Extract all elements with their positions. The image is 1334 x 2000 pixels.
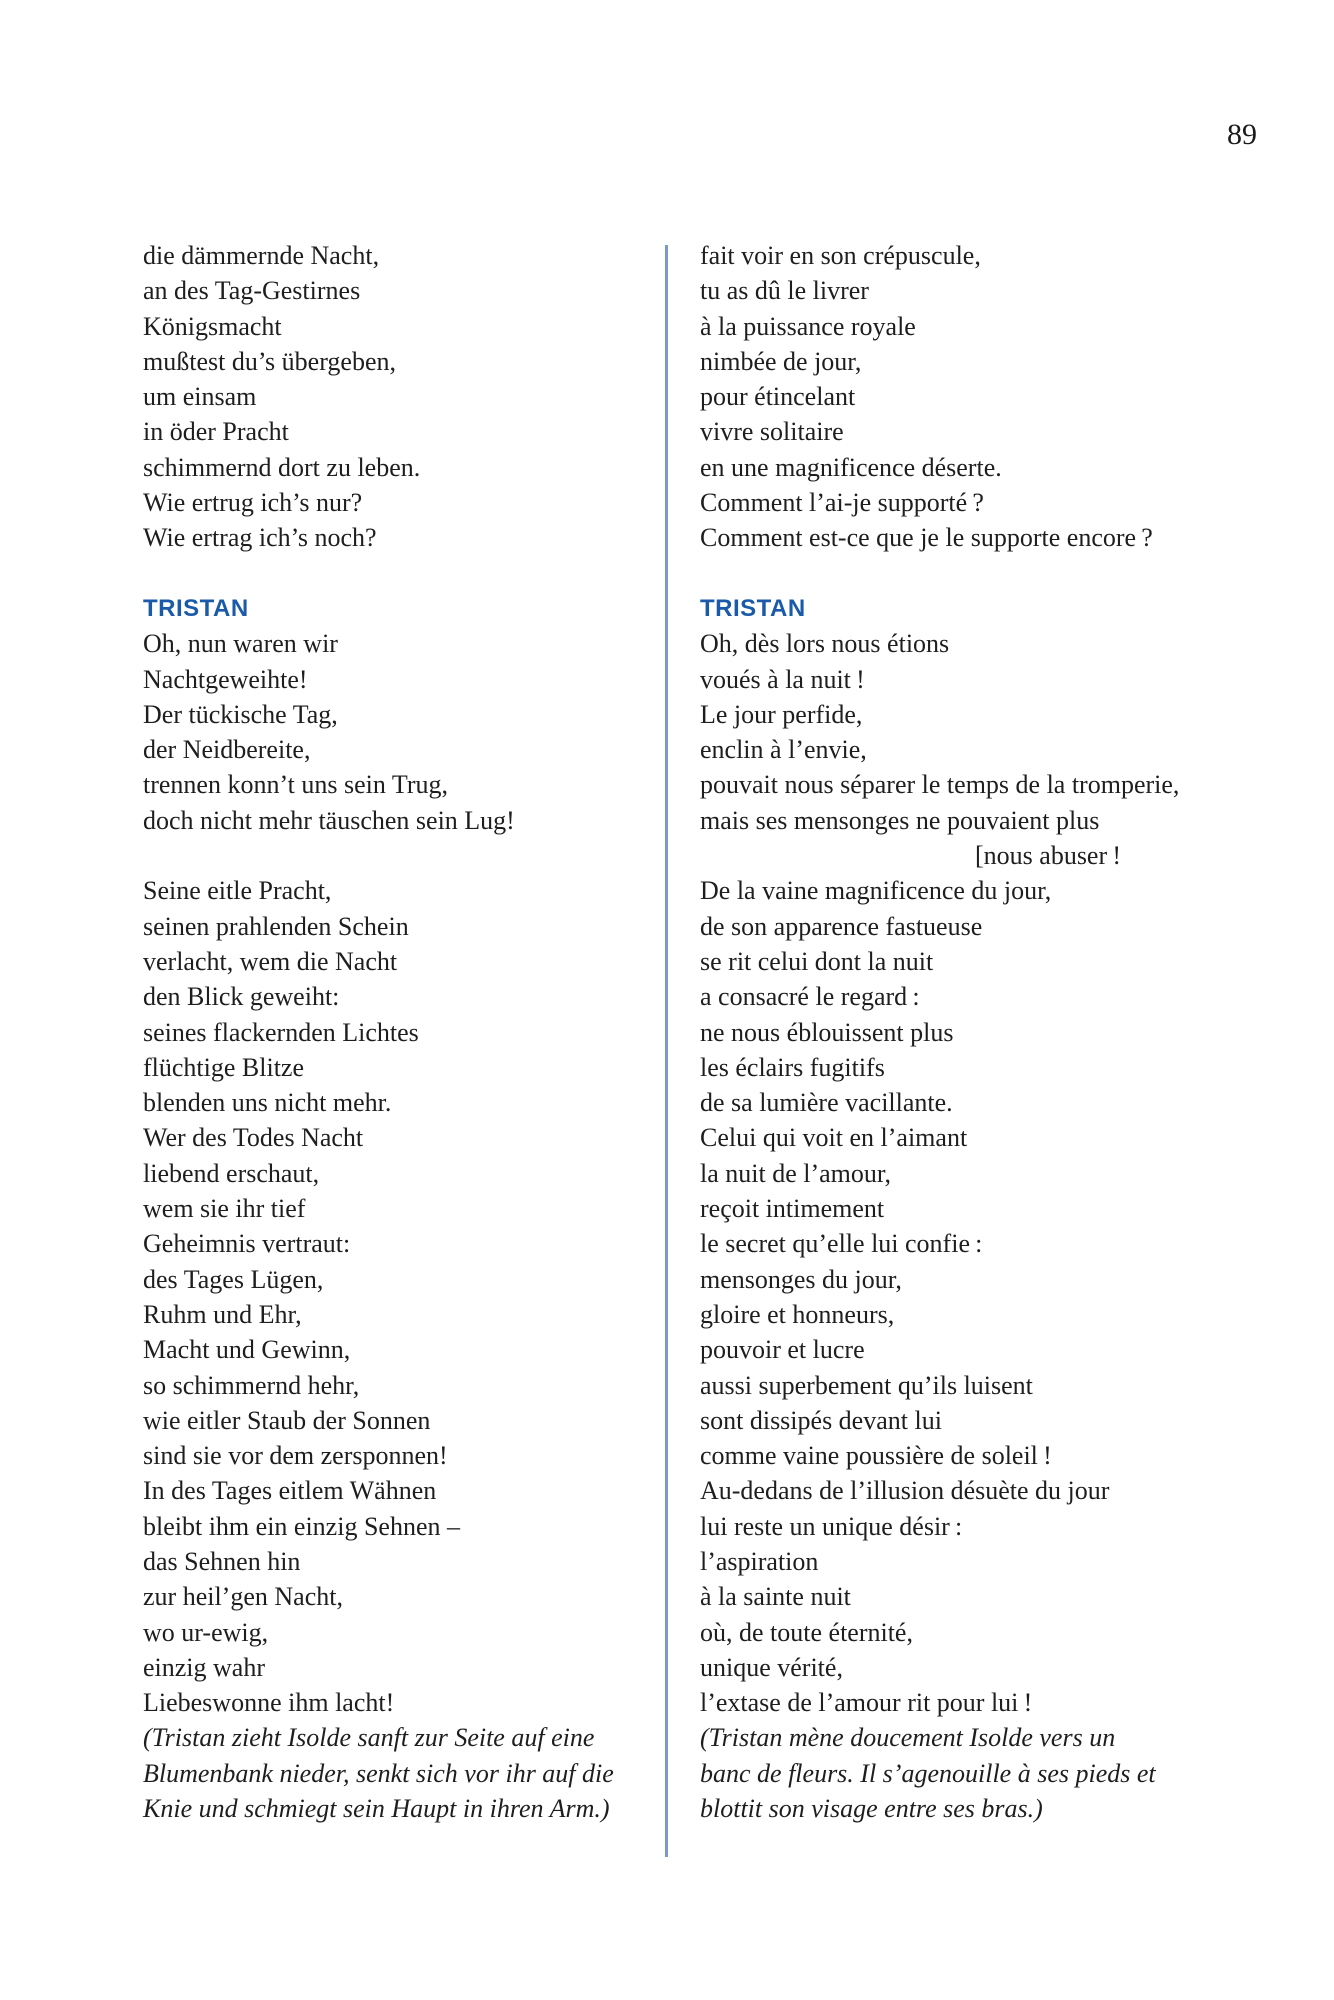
- libretto-line: la nuit de l’amour,: [700, 1158, 892, 1188]
- libretto-line: Wie ertrag ich’s noch?: [143, 523, 377, 553]
- libretto-line: doch nicht mehr täuschen sein Lug!: [143, 805, 515, 835]
- libretto-line: mensonges du jour,: [700, 1264, 902, 1294]
- libretto-line: le secret qu’elle lui confie :: [700, 1229, 983, 1259]
- libretto-line: Comment l’ai-je supporté ?: [700, 488, 984, 518]
- libretto-line: Au-dedans de l’illusion désuète du jour: [700, 1476, 1110, 1506]
- libretto-line: trennen konn’t uns sein Trug,: [143, 770, 449, 800]
- libretto-line: aussi superbement qu’ils luisent: [700, 1370, 1033, 1400]
- libretto-line: die dämmernde Nacht,: [143, 241, 380, 270]
- libretto-line: des Tages Lügen,: [143, 1264, 324, 1294]
- libretto-line: an des Tag-Gestirnes: [143, 276, 361, 306]
- blank-line: [700, 556, 1300, 591]
- libretto-line: à la sainte nuit: [700, 1582, 851, 1612]
- libretto-line: so schimmernd hehr,: [143, 1370, 360, 1400]
- column-divider: [665, 245, 668, 1857]
- libretto-line: Nachtgeweihte!: [143, 664, 308, 694]
- libretto-line: pouvait nous séparer le temps de la tromperie,: [700, 770, 1180, 800]
- libretto-line: lui reste un unique désir :: [700, 1511, 963, 1541]
- libretto-line: der Neidbereite,: [143, 735, 311, 765]
- libretto-line: se rit celui dont la nuit: [700, 946, 934, 976]
- libretto-line: pouvoir et lucre: [700, 1335, 865, 1365]
- libretto-line: bleibt ihm ein einzig Sehnen –: [143, 1511, 460, 1541]
- libretto-line: unique vérité,: [700, 1652, 843, 1682]
- stage-direction-line: blottit son visage entre ses bras.): [700, 1794, 1043, 1824]
- libretto-line: Oh, dès lors nous étions: [700, 629, 950, 659]
- stage-direction-line: Blumenbank nieder, senkt sich vor ihr auf die: [143, 1758, 614, 1788]
- libretto-line: das Sehnen hin: [143, 1546, 301, 1576]
- libretto-line: mußtest du’s übergeben,: [143, 346, 396, 376]
- libretto-line: de sa lumière vacillante.: [700, 1088, 953, 1118]
- libretto-line: Wie ertrug ich’s nur?: [143, 488, 363, 518]
- libretto-line: sont dissipés devant lui: [700, 1405, 942, 1435]
- libretto-line: Macht und Gewinn,: [143, 1335, 351, 1365]
- libretto-line: liebend erschaut,: [143, 1158, 320, 1188]
- stage-direction-line: (Tristan mène doucement Isolde vers un: [700, 1723, 1116, 1753]
- libretto-line: blenden uns nicht mehr.: [143, 1088, 392, 1118]
- libretto-line: Der tückische Tag,: [143, 699, 338, 729]
- libretto-line: de son apparence fastueuse: [700, 911, 983, 941]
- libretto-line: Geheimnis vertraut:: [143, 1229, 351, 1259]
- libretto-line: De la vaine magnificence du jour,: [700, 876, 1052, 906]
- libretto-line: Wer des Todes Nacht: [143, 1123, 364, 1153]
- libretto-line: Oh, nun waren wir: [143, 629, 338, 659]
- libretto-line: vivre solitaire: [700, 417, 844, 447]
- libretto-line: enclin à l’envie,: [700, 735, 867, 765]
- libretto-line: Comment est-ce que je le supporte encore ?: [700, 523, 1153, 553]
- libretto-line: l’extase de l’amour rit pour lui !: [700, 1688, 1033, 1718]
- libretto-line: où, de toute éternité,: [700, 1617, 913, 1647]
- libretto-line: nimbée de jour,: [700, 346, 862, 376]
- libretto-line: en une magnificence déserte.: [700, 452, 1002, 482]
- libretto-line: zur heil’gen Nacht,: [143, 1582, 343, 1612]
- libretto-line: schimmernd dort zu leben.: [143, 452, 421, 482]
- stage-direction-line: (Tristan zieht Isolde sanft zur Seite auf eine: [143, 1723, 595, 1753]
- libretto-line: In des Tages eitlem Wähnen: [143, 1476, 437, 1506]
- libretto-line: um einsam: [143, 382, 257, 412]
- stage-direction-line: Knie und schmiegt sein Haupt in ihren Arm.): [143, 1794, 610, 1824]
- libretto-line: les éclairs fugitifs: [700, 1052, 885, 1082]
- libretto-line: Le jour perfide,: [700, 699, 863, 729]
- speaker-heading-tristan: TRISTAN: [143, 594, 249, 622]
- libretto-line: fait voir en son crépuscule,: [700, 241, 981, 270]
- blank-line: [143, 556, 658, 591]
- libretto-line: Königsmacht: [143, 311, 282, 341]
- libretto-line: wo ur-ewig,: [143, 1617, 269, 1647]
- libretto-line: den Blick geweiht:: [143, 982, 340, 1012]
- speaker-heading-tristan: TRISTAN: [700, 594, 806, 622]
- libretto-line: Celui qui voit en l’aimant: [700, 1123, 968, 1153]
- libretto-line: Ruhm und Ehr,: [143, 1299, 302, 1329]
- libretto-line: Liebeswonne ihm lacht!: [143, 1688, 395, 1718]
- libretto-line: seines flackernden Lichtes: [143, 1017, 419, 1047]
- libretto-line: voués à la nuit !: [700, 664, 865, 694]
- libretto-line: seinen prahlenden Schein: [143, 911, 409, 941]
- libretto-line: l’aspiration: [700, 1546, 819, 1576]
- libretto-line: ne nous éblouissent plus: [700, 1017, 954, 1047]
- libretto-line: sind sie vor dem zersponnen!: [143, 1441, 448, 1471]
- libretto-line: reçoit intimement: [700, 1194, 885, 1224]
- stage-direction-line: banc de fleurs. Il s’agenouille à ses pieds et: [700, 1758, 1156, 1788]
- libretto-line: à la puissance royale: [700, 311, 916, 341]
- libretto-line: einzig wahr: [143, 1652, 266, 1682]
- libretto-line: in öder Pracht: [143, 417, 289, 447]
- page-number: 89: [1227, 118, 1257, 151]
- libretto-line: gloire et honneurs,: [700, 1299, 895, 1329]
- libretto-line: verlacht, wem die Nacht: [143, 946, 398, 976]
- libretto-line: flüchtige Blitze: [143, 1052, 305, 1082]
- libretto-line: pour étincelant: [700, 382, 856, 412]
- libretto-line: wie eitler Staub der Sonnen: [143, 1405, 431, 1435]
- libretto-line: comme vaine poussière de soleil !: [700, 1441, 1052, 1471]
- libretto-line: a consacré le regard :: [700, 982, 920, 1012]
- libretto-line: tu as dû le livrer: [700, 276, 869, 306]
- blank-line: [143, 838, 658, 873]
- german-column: [143, 238, 658, 1826]
- french-column: [700, 238, 1300, 1826]
- libretto-line-turnover: [nous abuser !: [975, 841, 1121, 871]
- libretto-line: Seine eitle Pracht,: [143, 876, 332, 906]
- libretto-line: mais ses mensonges ne pouvaient plus: [700, 805, 1100, 835]
- libretto-line: wem sie ihr tief: [143, 1194, 306, 1224]
